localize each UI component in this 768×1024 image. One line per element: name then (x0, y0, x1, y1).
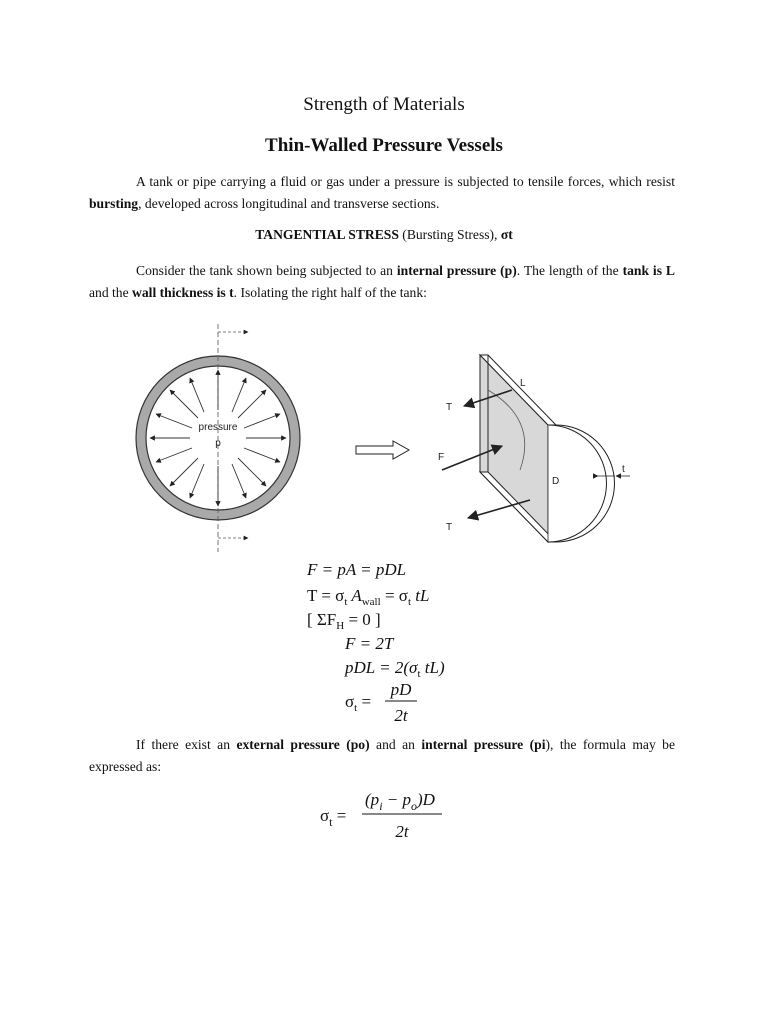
intro-paragraph (89, 171, 675, 215)
label-t: t (622, 464, 625, 475)
label-T-bottom: T (446, 522, 453, 533)
equation-4: F = 2T (345, 634, 394, 653)
external-pressure-paragraph (89, 734, 675, 778)
label-L: L (520, 378, 526, 389)
tangential-stress-heading (0, 227, 768, 243)
final-formula-denominator: 2t (395, 822, 409, 841)
eq6-denominator: 2t (394, 706, 408, 725)
equation-2: $T = \sigma_t$ $A_{wall} = \sigma_t$ tL (307, 586, 430, 608)
label-D: D (552, 476, 560, 487)
consider-text-1: Consider the tank shown being subjected to an (136, 263, 397, 278)
final-formula (318, 785, 458, 845)
consider-bold-3: wall thickness is t (132, 285, 234, 300)
consider-bold-1: internal pressure (p) (396, 263, 517, 278)
svg-text:σt =: $\sigma_t$ = (345, 692, 372, 714)
label-T-top: T (446, 402, 453, 413)
equation-5: pDL = $2(\sigma_t$ tL) (345, 658, 445, 680)
tangential-heading-normal: (Bursting Stress), (398, 227, 501, 242)
consider-bold-2: tank is L (622, 263, 675, 278)
tangential-heading-bold: TANGENTIAL STRESS (255, 227, 399, 242)
consider-text-4: . Isolating the right half of the tank: (233, 285, 427, 300)
external-bold-1: external pressure (po) (236, 737, 370, 752)
equation-1: F = pA = pDL (307, 560, 407, 579)
label-F: F (438, 452, 445, 463)
equations-block (305, 555, 505, 725)
equation-3: [ $\Sigma F_H = 0$ ] (307, 610, 381, 632)
final-formula-lhs: $\sigma_t$ = (320, 806, 347, 829)
half-tank-figure (420, 350, 650, 550)
pressure-symbol-label: p (215, 438, 221, 449)
intro-text-2: , developed across longitudinal and transverse sections. (138, 196, 440, 211)
page-title: Strength of Materials (303, 94, 465, 115)
intro-bold-bursting: bursting (89, 196, 139, 211)
external-text-1: If there exist an (136, 737, 237, 752)
equation-6 (345, 680, 417, 725)
external-text-2: and an (369, 737, 422, 752)
tangential-heading-symbol: σt (500, 227, 513, 242)
external-bold-2: internal pressure (pi (421, 737, 546, 752)
intro-text-1: A tank or pipe carrying a fluid or gas under a pressure is subjected to tensile forces, which resist (136, 174, 675, 189)
consider-paragraph (89, 260, 675, 304)
final-formula-numerator: $(p_i - p_o)D$ (365, 790, 435, 813)
transition-arrow-icon (355, 440, 411, 460)
consider-text-3: and the (89, 285, 133, 300)
eq6-numerator: pD (390, 680, 412, 699)
external-text-3: ), the formula may be expressed as: (89, 737, 676, 774)
consider-text-2: . The length of the (516, 263, 623, 278)
pressure-ring-figure (130, 320, 310, 550)
section-title: Thin-Walled Pressure Vessels (265, 135, 503, 156)
pressure-label: pressure (198, 422, 238, 433)
